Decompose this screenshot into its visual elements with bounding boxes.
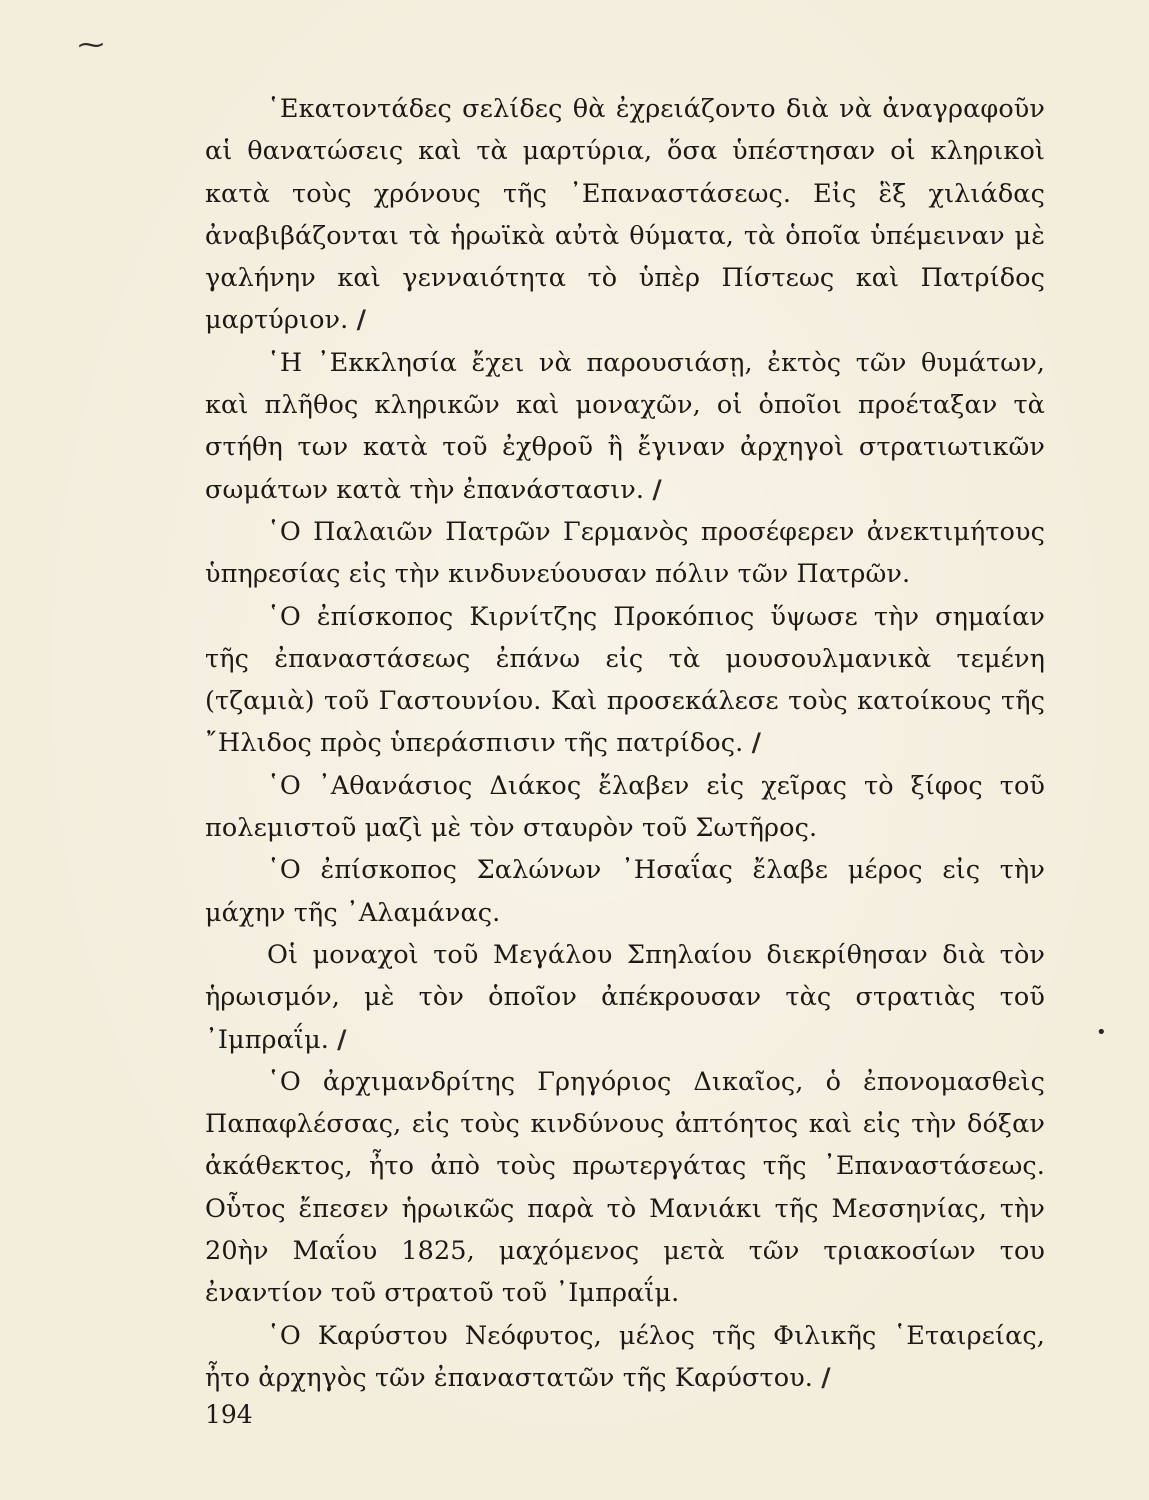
pencil-slash-mark: / <box>652 474 662 505</box>
paragraph-prokopios <box>205 596 1045 765</box>
paragraph-papaflessas <box>205 1061 1045 1315</box>
paragraph-isaias <box>205 849 1045 934</box>
paragraph-clergy-martyrs <box>205 88 1045 342</box>
paragraph-text: ῾Εκατοντάδες σελίδες θὰ ἐχρειάζοντο διὰ νὰ ἀναγραφοῦν αἱ θανατώσεις καὶ τὰ μαρτύρια, ὅσα ὑπέστησαν οἱ κληρικοὶ κατὰ τοὺς χρόνους τῆς ᾿Επαναστάσεως. Εἰς ἓξ χιλιάδας ἀναβιβάζονται τὰ ἡρωϊκὰ αὐτὰ θύματα, τὰ ὁποῖα ὑπέμειναν μὲ γαλήνην καὶ γενναιότητα τὸ ὑπὲρ Πίστεως καὶ Πατρίδος μαρτύριον. <box>205 94 1045 336</box>
paragraph-text: Οἱ μοναχοὶ τοῦ Μεγάλου Σπηλαίου διεκρίθησαν διὰ τὸν ἡρωισμόν, μὲ τὸν ὁποῖον ἀπέκρουσαν τὰς στρατιὰς τοῦ ᾿Ιμπραΐμ. <box>205 939 1045 1055</box>
page-number: 194 <box>205 1400 253 1429</box>
paragraph-text: ῾Ο ᾿Αθανάσιος Διάκος ἔλαβεν εἰς χεῖρας τὸ ξίφος τοῦ πολεμιστοῦ μαζὶ μὲ τὸν σταυρὸν τοῦ Σωτῆρος. <box>205 770 1045 844</box>
body-text <box>205 88 1045 1399</box>
pencil-slash-mark: / <box>751 728 761 759</box>
stray-dot-mark: • <box>1096 1022 1107 1043</box>
pencil-slash-mark: / <box>821 1362 831 1393</box>
paragraph-text: ῾Ο Καρύστου Νεόφυτος, μέλος τῆς Φιλικῆς ῾Εταιρείας, ἦτο ἀρχηγὸς τῶν ἐπαναστατῶν τῆς Καρύστου. <box>205 1320 1045 1393</box>
pencil-slash-mark: / <box>356 305 366 336</box>
paragraph-text: ῾Ο Παλαιῶν Πατρῶν Γερμανὸς προσέφερεν ἀνεκτιμήτους ὑπηρεσίας εἰς τὴν κινδυνεύουσαν πόλιν τῶν Πατρῶν. <box>205 516 1045 590</box>
paragraph-germanos <box>205 511 1045 596</box>
paragraph-text: ῾Η ᾿Εκκλησία ἔχει νὰ παρουσιάσῃ, ἐκτὸς τῶν θυμάτων, καὶ πλῆθος κληρικῶν καὶ μοναχῶν, οἱ ὁποῖοι προέταξαν τὰ στήθη των κατὰ τοῦ ἐχθροῦ ἢ ἔγιναν ἀρχηγοὶ στρατιωτικῶν σωμάτων κατὰ τὴν ἐπανάστασιν. <box>205 347 1045 505</box>
pencil-slash-mark: / <box>337 1024 347 1055</box>
paragraph-diakos <box>205 765 1045 850</box>
paragraph-neofytos <box>205 1315 1045 1400</box>
paragraph-text: ῾Ο ἐπίσκοπος Κιρνίτζης Προκόπιος ὕψωσε τὴν σημαίαν τῆς ἐπαναστάσεως ἐπάνω εἰς τὰ μουσουλμανικὰ τεμένη (τζαμιὰ) τοῦ Γαστουνίου. Καὶ προσεκάλεσε τοὺς κατοίκους τῆς ῎Ηλιδος πρὸς ὑπεράσπισιν τῆς πατρίδος. <box>205 601 1045 759</box>
stray-dash-mark: ⁓ <box>78 30 104 60</box>
paragraph-text: ῾Ο ἀρχιμανδρίτης Γρηγόριος Δικαῖος, ὁ ἐπονομασθεὶς Παπαφλέσσας, εἰς τοὺς κινδύνους ἀπτόητος καὶ εἰς τὴν δόξαν ἀκάθεκτος, ἦτο ἀπὸ τοὺς πρωτεργάτας τῆς ᾿Επαναστάσεως. Οὗτος ἔπεσεν ἡρωικῶς παρὰ τὸ Μανιάκι τῆς Μεσσηνίας, τὴν 20ὴν Μαΐου 1825, μαχόμενος μετὰ τῶν τριακοσίων του ἐναντίον τοῦ στρατοῦ τοῦ ᾿Ιμπραΐμ. <box>205 1066 1045 1309</box>
paragraph-mega-spilaio-monks <box>205 934 1045 1061</box>
paragraph-text: ῾Ο ἐπίσκοπος Σαλώνων ᾿Ησαΐας ἔλαβε μέρος εἰς τὴν μάχην τῆς ᾿Αλαμάνας. <box>205 855 1045 928</box>
paragraph-church-clergy-leaders <box>205 342 1045 511</box>
